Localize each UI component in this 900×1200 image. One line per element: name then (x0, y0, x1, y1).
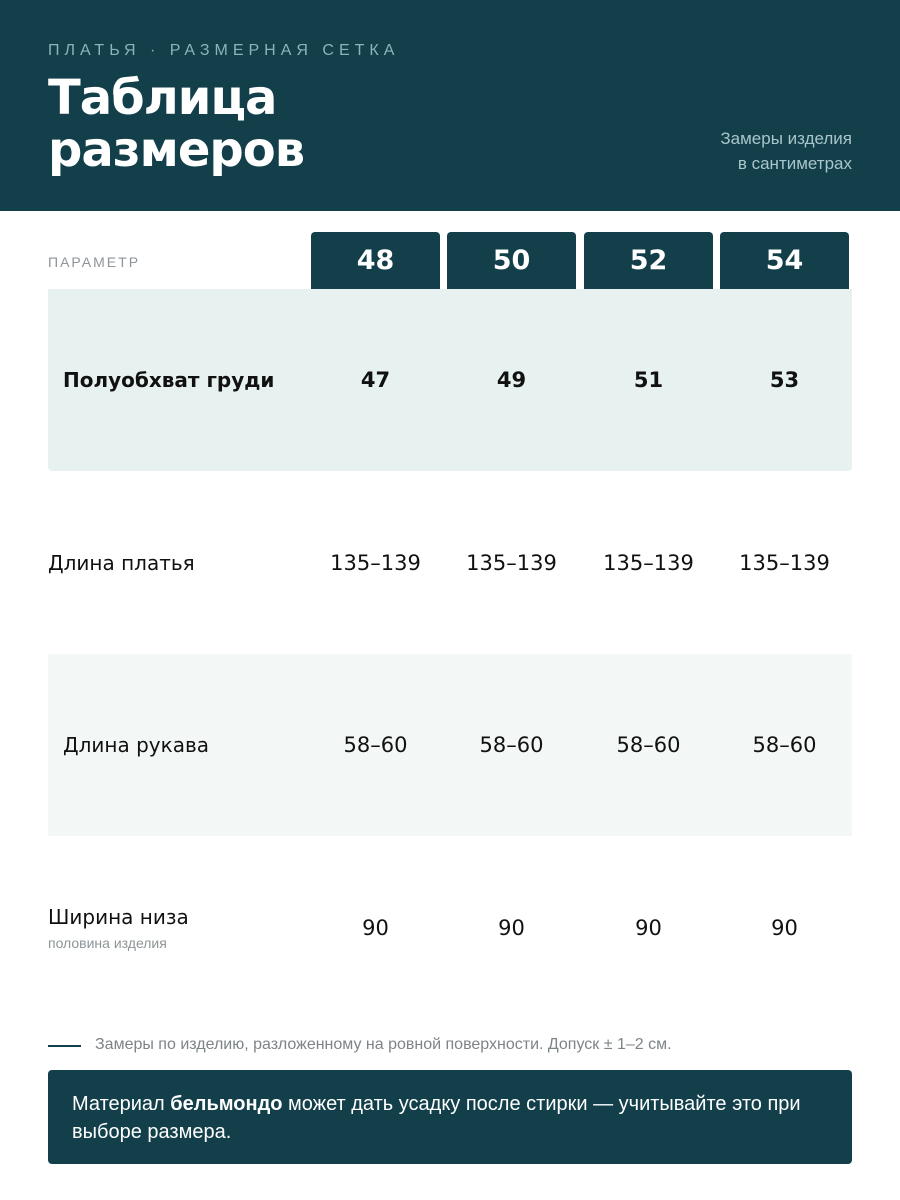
table-cell: 58–60 (343, 733, 408, 757)
table-cell: 53 (769, 368, 800, 392)
size-header-48: 48 (311, 232, 440, 289)
row-label (48, 471, 195, 654)
page-title-line-2: размеров (48, 122, 305, 178)
row-label (63, 289, 274, 471)
table-cell: 90 (498, 915, 525, 940)
units-note (592, 126, 852, 176)
row-label-text: Длина платья (48, 550, 195, 575)
page-title (48, 72, 304, 176)
table-row (48, 836, 852, 1019)
banner-text-post: может дать усадку после стирки — учитывайте это при выборе размера. (72, 1093, 801, 1143)
table-cell: 51 (633, 368, 664, 392)
table-cell: 135–139 (739, 550, 830, 575)
row-sublabel: половина изделия (48, 934, 167, 951)
table-row (48, 289, 852, 471)
row-label-text: Длина рукава (63, 733, 210, 757)
material-banner (48, 1070, 852, 1164)
table-cell: 58–60 (479, 733, 544, 757)
table-cell: 49 (496, 368, 527, 392)
table-row (48, 654, 852, 836)
banner-material-name: бельмондо (170, 1093, 283, 1115)
banner-text-pre: Материал (72, 1093, 171, 1115)
category-kicker: ПЛАТЬЯ · РАЗМЕРНАЯ СЕТКА (48, 42, 400, 59)
table-cell: 90 (362, 915, 389, 940)
table-cell: 135–139 (466, 550, 557, 575)
row-label (48, 836, 189, 1019)
size-header-52: 52 (584, 232, 713, 289)
table-cell: 90 (771, 915, 798, 940)
table-row (48, 471, 852, 654)
units-note-line-2: в сантиметрах (737, 154, 852, 173)
units-note-line-1: Замеры изделия (720, 129, 852, 148)
table-cell: 47 (360, 368, 391, 392)
size-header-50: 50 (447, 232, 576, 289)
row-label-text: Ширина низа (48, 904, 189, 929)
measurement-note: Замеры по изделию, разложенному на ровной поверхности. Допуск ± 1–2 см. (95, 1036, 672, 1053)
table-cell: 58–60 (616, 733, 681, 757)
header-band (0, 0, 900, 211)
param-column-header: ПАРАМЕТР (48, 254, 141, 270)
row-label (63, 654, 209, 836)
table-cell: 90 (635, 915, 662, 940)
note-divider (48, 1045, 81, 1047)
table-cell: 135–139 (603, 550, 694, 575)
row-label-text: Полуобхват груди (63, 368, 275, 392)
size-header-54: 54 (720, 232, 849, 289)
page-title-line-1: Таблица (48, 70, 277, 126)
table-cell: 58–60 (752, 733, 817, 757)
table-cell: 135–139 (330, 550, 421, 575)
